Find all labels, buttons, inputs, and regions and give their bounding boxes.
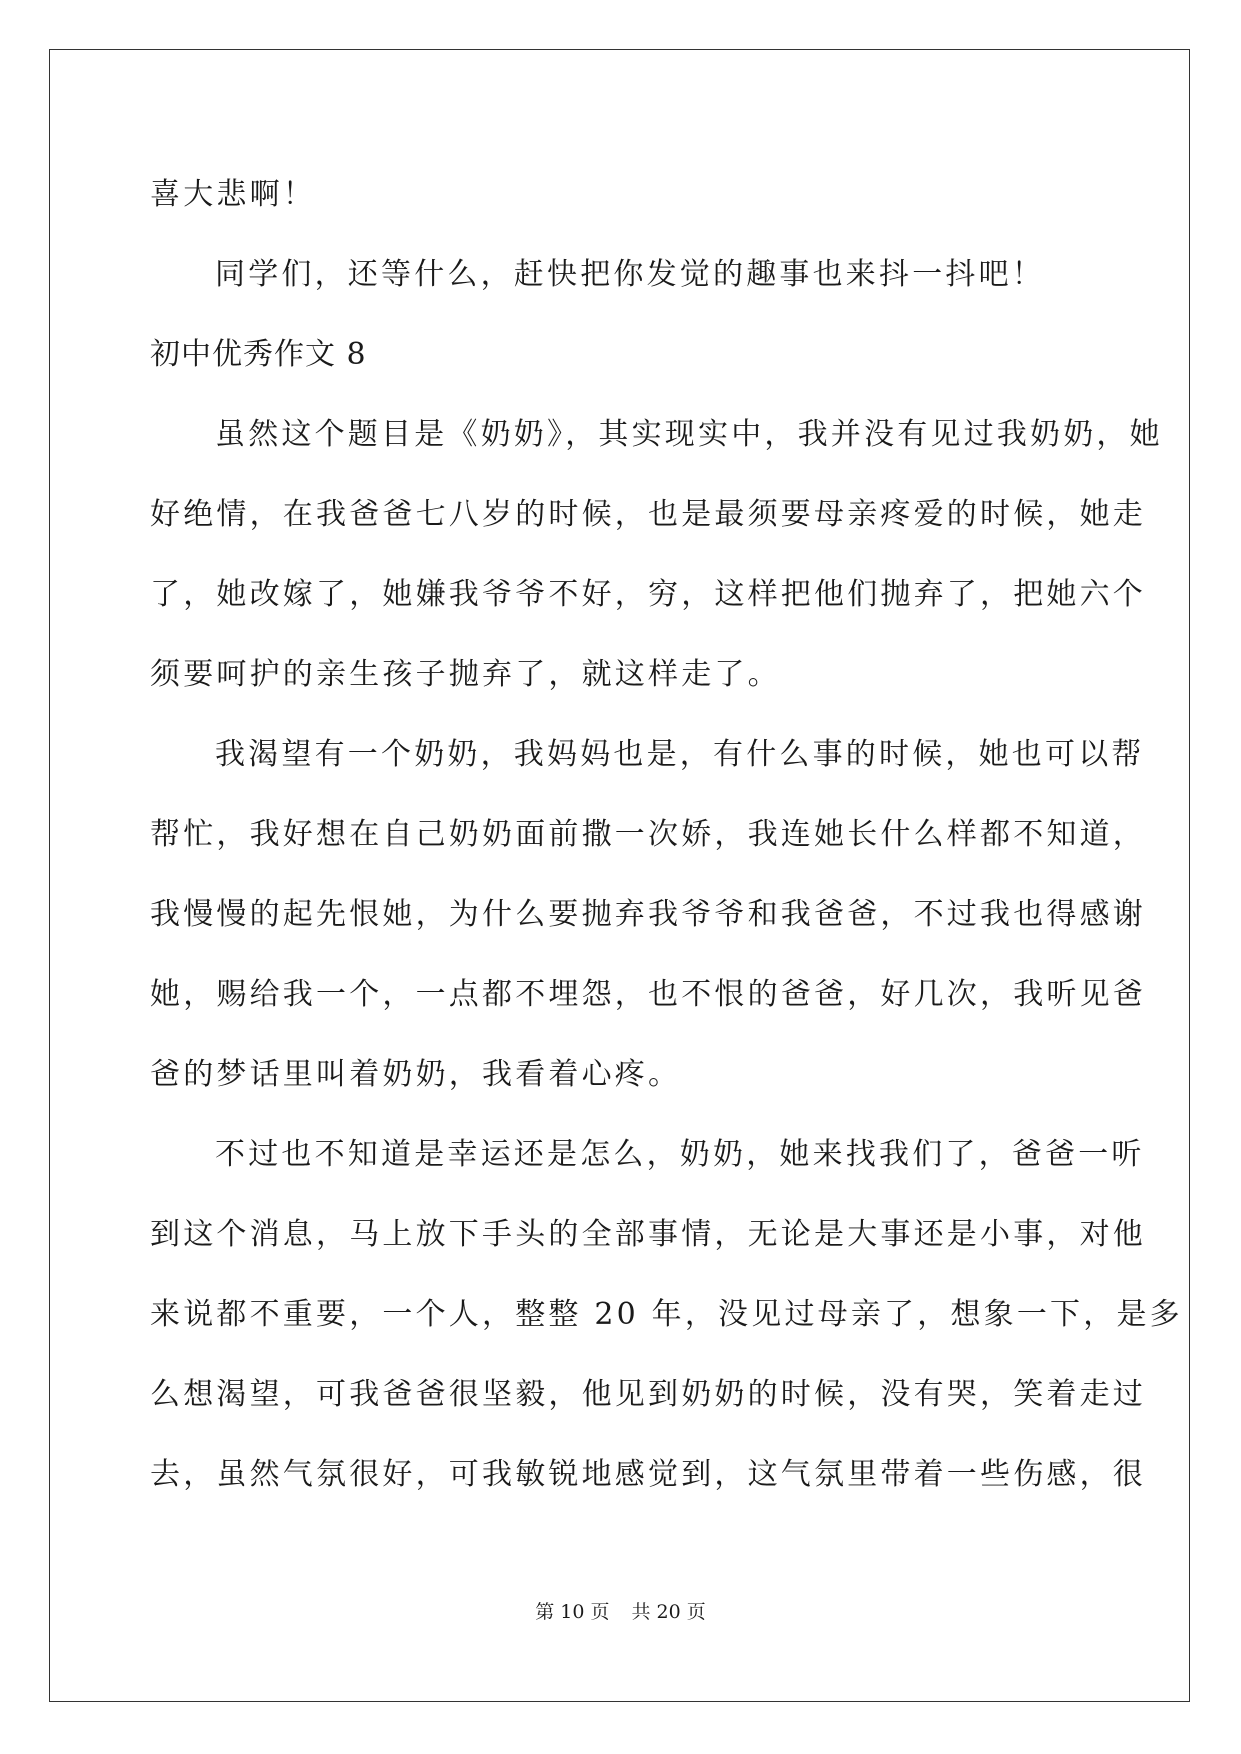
text-line-2: 同学们，还等什么，赶快把你发觉的趣事也来抖一抖吧！ <box>215 257 1045 292</box>
document-body <box>150 155 1183 1515</box>
text-line-12: 爸的梦话里叫着奶奶，我看着心疼。 <box>150 1057 682 1092</box>
page-footer <box>0 1599 1241 1625</box>
text-line-5: 好绝情，在我爸爸七八岁的时候，也是最须要母亲疼爱的时候，她走 <box>150 497 1146 532</box>
text-line-16: 么想渴望，可我爸爸很坚毅，他见到奶奶的时候，没有哭，笑着走过 <box>150 1377 1146 1412</box>
text-line-15: 来说都不重要，一个人，整整 20 年，没见过母亲了，想象一下，是多 <box>150 1297 1183 1332</box>
text-line-6: 了，她改嫁了，她嫌我爷爷不好，穷，这样把他们抛弃了，把她六个 <box>150 577 1146 612</box>
page-total: 共 20 页 <box>631 1601 706 1623</box>
text-line-10: 我慢慢的起先恨她，为什么要抛弃我爷爷和我爸爸，不过我也得感谢 <box>150 897 1146 932</box>
text-line-8: 我渴望有一个奶奶，我妈妈也是，有什么事的时候，她也可以帮 <box>215 737 1145 772</box>
section-heading: 初中优秀作文 8 <box>150 337 367 372</box>
text-line-4: 虽然这个题目是《奶奶》，其实现实中，我并没有见过我奶奶，她 <box>215 417 1163 452</box>
text-line-13: 不过也不知道是幸运还是怎么，奶奶，她来找我们了，爸爸一听 <box>215 1137 1145 1172</box>
text-line-1: 喜大悲啊！ <box>150 177 316 212</box>
text-line-14: 到这个消息，马上放下手头的全部事情，无论是大事还是小事，对他 <box>150 1217 1146 1252</box>
text-line-9: 帮忙，我好想在自己奶奶面前撒一次娇，我连她长什么样都不知道， <box>150 817 1146 852</box>
text-line-17: 去，虽然气氛很好，可我敏锐地感觉到，这气氛里带着一些伤感，很 <box>150 1457 1146 1492</box>
page-number: 第 10 页 <box>535 1601 610 1623</box>
text-line-11: 她，赐给我一个，一点都不埋怨，也不恨的爸爸，好几次，我听见爸 <box>150 977 1146 1012</box>
text-line-7: 须要呵护的亲生孩子抛弃了，就这样走了。 <box>150 657 781 692</box>
